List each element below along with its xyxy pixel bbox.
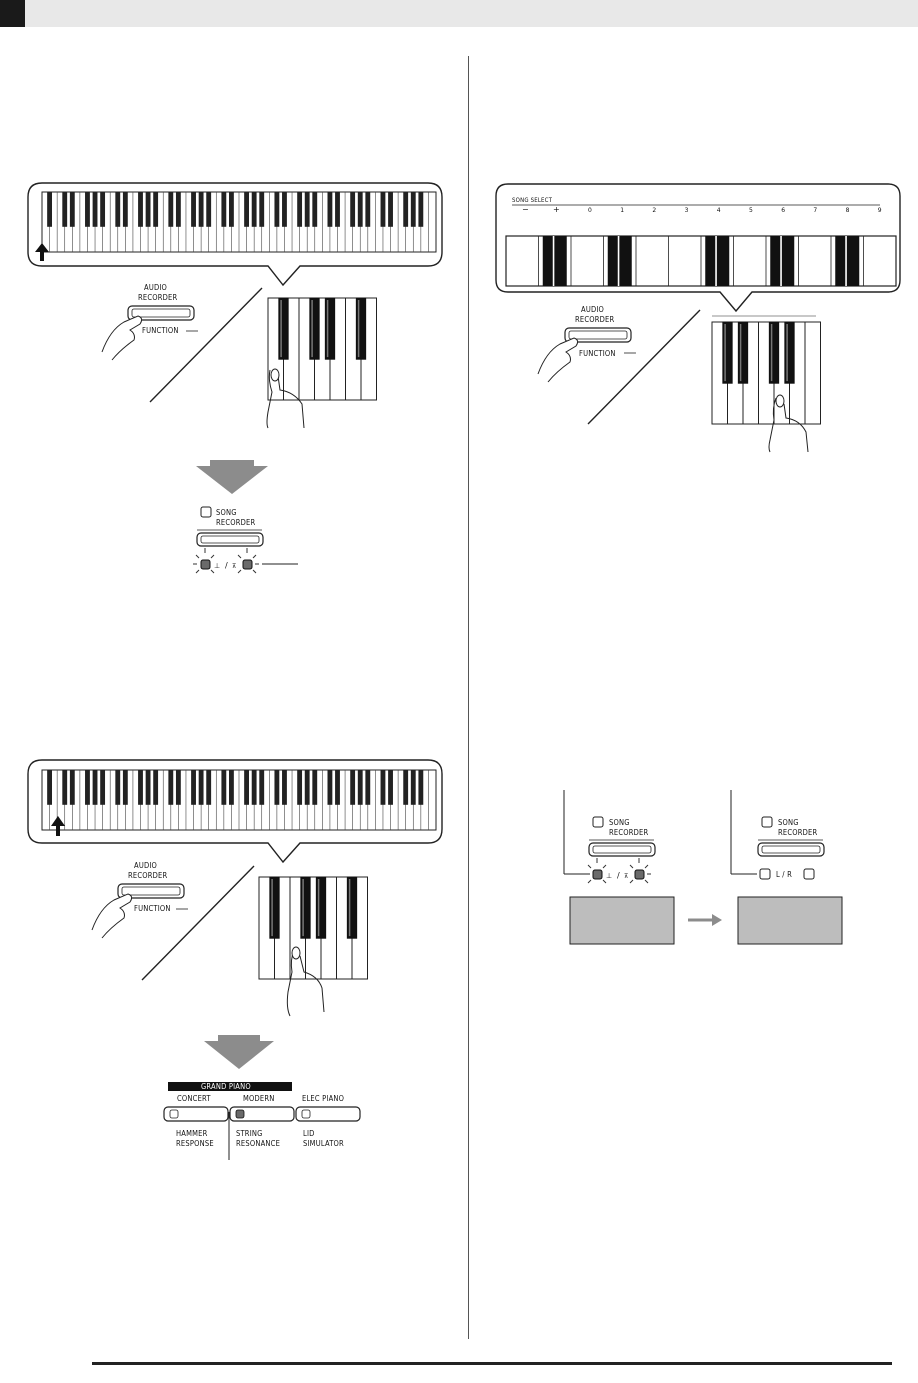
song-recorder-label: RECORDER [609,828,649,837]
audio-label: AUDIO [581,305,605,314]
finger-hand-icon [102,316,142,360]
svg-text:/: / [225,561,228,570]
song-recorder-button[interactable] [197,533,263,546]
resonance-label: RESONANCE [236,1139,281,1148]
audio-recorder-button-group-1 [102,283,198,360]
flashing-led-right-icon [238,548,259,573]
flashing-led-left-icon [588,858,606,883]
recorder-label: RECORDER [575,315,615,324]
song-label: SONG [216,508,237,517]
function-label: FUNCTION [142,326,179,335]
song-select-digit-label: 2 [652,207,657,214]
song-recorder-indicator [762,817,772,827]
song-select-digit-label: 6 [781,207,786,214]
audio-recorder-button-group-3 [538,305,636,382]
song-select-minus-label: − [522,205,529,214]
response-label: RESPONSE [176,1139,214,1148]
song-recorder-indicator [593,817,603,827]
string-label: STRING [236,1129,263,1138]
svg-text:⊼: ⊼ [624,873,629,880]
song-recorder-button[interactable] [589,843,655,856]
concert-label: CONCERT [177,1094,211,1103]
keyboard-detail-3 [712,316,821,452]
right-arrow-icon [688,914,722,926]
song-select-digit-label: 1 [620,207,625,214]
song-select-label: SONG SELECT [512,197,553,204]
song-recorder-label: RECORDER [216,518,256,527]
lid-label: LID [303,1129,315,1138]
song-select-digit-label: 4 [716,207,721,214]
full-keyboard-callout-2 [28,760,442,862]
tone-button-panel [164,1082,360,1160]
down-arrow-icon [196,460,268,494]
song-label: SONG [778,818,799,827]
song-select-digit-label: 3 [684,207,689,214]
svg-text:⊥: ⊥ [214,562,221,570]
song-select-digit-label: 0 [588,207,592,214]
finger-hand-icon [92,894,132,938]
svg-text:⊥: ⊥ [606,872,613,880]
keyboard-detail-2 [259,877,368,1016]
audio-label: AUDIO [144,283,168,292]
flashing-led-left-icon [193,548,214,573]
song-recorder-indicator [201,507,211,517]
svg-text:⊼: ⊼ [232,563,237,570]
simulator-label: SIMULATOR [303,1139,344,1148]
display-panel-b [738,897,842,944]
display-panel-a [570,897,674,944]
song-recorder-group-1 [193,507,298,573]
full-keyboard-callout-1 [28,183,442,285]
modern-led-icon [236,1110,244,1118]
finger-hand-icon [538,338,578,382]
song-recorder-button[interactable] [758,843,824,856]
modern-label: MODERN [243,1094,275,1103]
recorder-label: RECORDER [138,293,178,302]
song-select-plus-label: + [553,205,560,214]
flashing-led-right-icon [630,858,651,883]
song-select-digit-label: 5 [749,207,753,214]
grand-piano-label: GRAND PIANO [201,1082,251,1091]
l-r-label: L / R [776,870,793,879]
diagonal-divider-line [588,310,700,424]
function-label: FUNCTION [134,904,171,913]
audio-label: AUDIO [134,861,158,870]
function-label: FUNCTION [579,349,616,358]
song-recorder-state-b [731,790,842,944]
left-part-led-icon [760,869,770,879]
right-part-led-icon [804,869,814,879]
song-select-digit-label: 7 [813,207,818,214]
keyboard-detail-1 [267,298,377,428]
audio-recorder-button-group-2 [92,861,188,938]
diagonal-divider-line [142,866,254,980]
song-recorder-label: RECORDER [778,828,818,837]
down-arrow-icon [204,1035,274,1069]
song-select-keyboard-callout [496,184,900,311]
elec-piano-label: ELEC PIANO [302,1094,345,1103]
recorder-label: RECORDER [128,871,168,880]
svg-text:/: / [617,871,620,880]
hammer-label: HAMMER [176,1129,208,1138]
song-label: SONG [609,818,630,827]
song-recorder-state-a [564,790,674,944]
diagonal-divider-line [150,288,262,402]
song-select-digit-label: 8 [845,207,850,214]
song-select-digit-label: 9 [877,207,882,214]
